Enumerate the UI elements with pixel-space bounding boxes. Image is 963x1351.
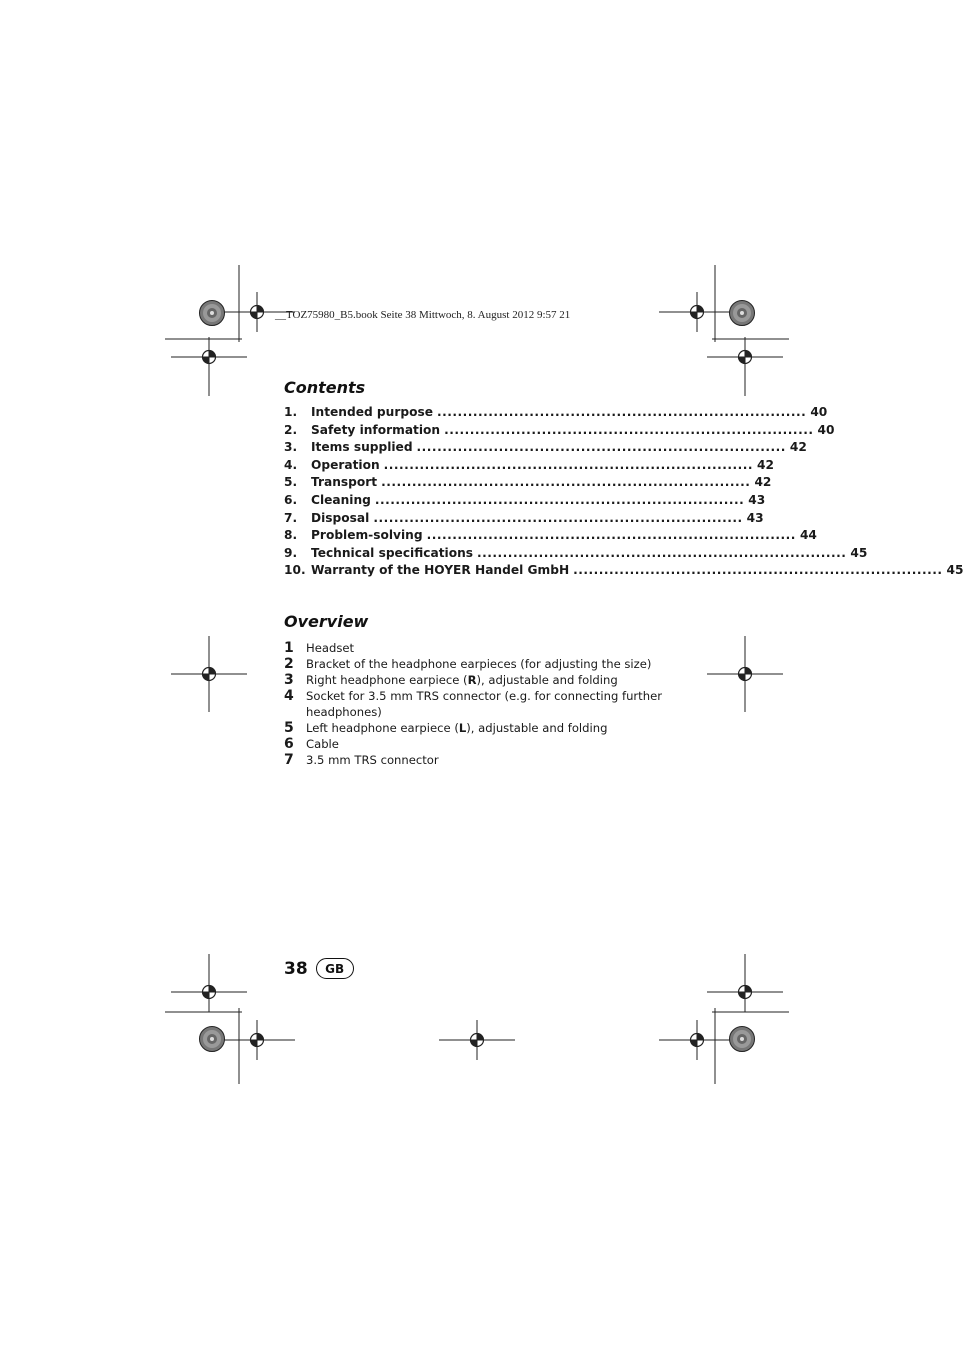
toc-entry[interactable]: 10. Warranty of the HOYER Handel GmbH ........................................................................ 45: [284, 563, 963, 578]
list-item: 5 Left headphone earpiece (L), adjustable and folding: [284, 720, 664, 736]
registration-target-icon: [707, 972, 783, 1012]
leader-dots: ........................................................................: [416, 440, 786, 455]
leader-dots: ........................................................................: [374, 492, 745, 507]
list-item: 7 3.5 mm TRS connector: [284, 752, 439, 768]
toc-entry[interactable]: 6. Cleaning ........................................................................ 43: [284, 492, 766, 507]
leader-dots: ........................................................................: [477, 545, 847, 560]
overview-heading: Overview: [284, 612, 369, 631]
color-rosette-icon: [200, 1027, 225, 1052]
toc-entry[interactable]: 3. Items supplied ........................................................................ 42: [284, 440, 807, 455]
registration-target-icon: [707, 337, 783, 377]
registration-target-icon: [439, 1020, 515, 1060]
color-rosette-icon: [730, 1027, 755, 1052]
toc-entry[interactable]: 7. Disposal ........................................................................ 43: [284, 510, 764, 525]
toc-entry[interactable]: 5. Transport ........................................................................ 42: [284, 475, 772, 490]
print-file-header: __TOZ75980_B5.book Seite 38 Mittwoch, 8. August 2012 9:57 21: [275, 309, 571, 321]
registration-target-icon: [219, 1020, 295, 1060]
overview-list: [284, 640, 664, 768]
list-item: 1 Headset: [284, 640, 355, 656]
table-of-contents: [284, 405, 963, 581]
registration-target-icon: [171, 972, 247, 1012]
page-number: 38: [284, 958, 308, 979]
page-footer: [284, 958, 354, 979]
toc-entry[interactable]: 1. Intended purpose ........................................................................ 40: [284, 405, 828, 419]
leader-dots: ........................................................................: [573, 563, 943, 578]
leader-dots: ........................................................................: [373, 510, 743, 525]
registration-target-icon: [171, 337, 247, 377]
leader-dots: ........................................................................: [383, 457, 753, 472]
list-item: 2 Bracket of the headphone earpieces (for adjusting the size): [284, 656, 652, 672]
registration-target-icon: [659, 292, 735, 332]
list-item: 3 Right headphone earpiece (R), adjustable and folding: [284, 672, 664, 688]
leader-dots: ........................................................................: [444, 422, 814, 437]
toc-entry[interactable]: 9. Technical specifications ........................................................................ 45: [284, 545, 868, 560]
list-item: 4 Socket for 3.5 mm TRS connector (e.g. for connecting further headphones): [284, 688, 662, 719]
color-rosette-icon: [730, 301, 755, 326]
list-item-text: Left headphone earpiece (L), adjustable and folding: [306, 721, 608, 735]
toc-entry[interactable]: 2. Safety information ........................................................................ 40: [284, 422, 835, 437]
language-badge: GB: [316, 958, 354, 979]
leader-dots: ........................................................................: [381, 475, 751, 490]
registration-target-icon: [171, 654, 247, 694]
list-item: 6 Cable: [284, 736, 339, 752]
registration-target-icon: [659, 1020, 735, 1060]
color-rosette-icon: [200, 301, 225, 326]
leader-dots: ........................................................................: [426, 528, 796, 543]
toc-entry[interactable]: 4. Operation ........................................................................ 42: [284, 457, 774, 472]
list-item-text: Right headphone earpiece (R), adjustable and folding: [306, 673, 618, 687]
registration-target-icon: [707, 654, 783, 694]
leader-dots: ........................................................................: [436, 405, 807, 419]
contents-heading: Contents: [284, 378, 366, 397]
toc-entry[interactable]: 8. Problem-solving ........................................................................ 44: [284, 528, 817, 543]
